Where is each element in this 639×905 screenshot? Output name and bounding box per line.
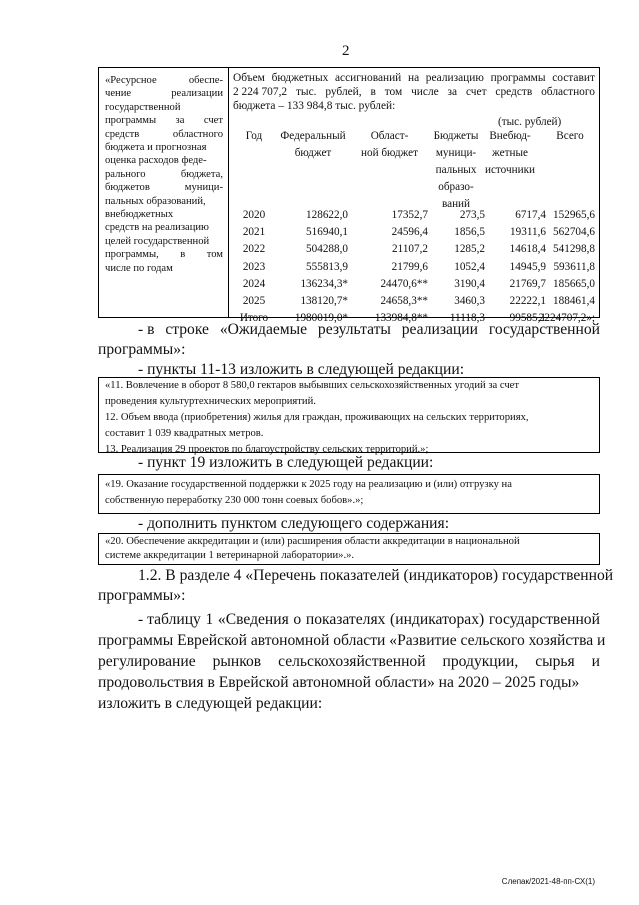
header-year (233, 128, 275, 145)
federal-cell: 516940,1 (306, 226, 348, 239)
year-cell: 2020 (242, 209, 266, 221)
para-word: «Ожидаемые (219, 321, 308, 338)
box-line: системе аккредитации 1 ветеринарной лаборатории».». (105, 550, 355, 561)
regional-cell: 21107,2 (392, 243, 428, 256)
header-extrabudget (482, 128, 538, 179)
resource-label-word: счет (203, 115, 223, 127)
header-total (545, 128, 595, 145)
resource-label-line: средств на реализацию (105, 222, 209, 234)
header-line: Всего (556, 130, 584, 142)
header-regional (351, 128, 428, 162)
resource-label-word: муници- (184, 182, 223, 194)
year-cell: 2024 (242, 277, 266, 290)
resource-label-line: пальных образований, (105, 195, 206, 207)
para-line (138, 610, 600, 630)
extrabudget-cell: 14945,9 (509, 260, 546, 273)
intro-word: числе (411, 86, 439, 98)
para-word: сырья (535, 653, 575, 670)
box-line: собственную переработку 230 000 тонн соевых бобов».»; (105, 495, 364, 506)
total-cell: 541298,8 (553, 243, 595, 256)
federal-cell: 1980019,0* (294, 312, 348, 325)
resource-label-word: том (206, 249, 223, 261)
federal-cell: 504288,0 (306, 243, 348, 256)
resource-label-word: «Ресурсное (105, 75, 157, 86)
header-municipal (428, 128, 484, 213)
para-word: о (293, 611, 302, 628)
extrabudget-cell: 6717,4 (515, 209, 546, 221)
para-line: программы Еврейской автономной области «Развитие сельского хозяйства и (98, 632, 606, 649)
intro-word: ассигнований (334, 72, 402, 84)
resource-label-word: рального (105, 168, 146, 180)
header-line: ваний (441, 198, 471, 210)
box-line: 13. Реализация 29 проектов по благоустройству сельских территорий.»; (105, 444, 429, 455)
para-item-20: - дополнить пунктом следующего содержания: (138, 515, 450, 532)
total-cell: 188461,4 (553, 295, 595, 307)
header-line: пальных (435, 164, 477, 176)
regional-cell: 21799,6 (391, 260, 428, 273)
intro-line (233, 85, 595, 99)
box-item-19 (98, 474, 600, 514)
resource-label-word: средств (105, 128, 140, 140)
intro-word: на (407, 72, 420, 84)
resource-label-word: реализации (171, 88, 223, 100)
para-line: продовольствия в Еврейской автономной области» на 2020 – 2025 годы» (98, 674, 580, 691)
para-word: реализации (401, 321, 478, 338)
resource-label-word: областного (172, 128, 223, 140)
resource-label-line: числе по годам (105, 262, 173, 274)
box-line: 12. Объем ввода (приобретения) жилья для граждан, проживающих на сельских территориях, (105, 412, 529, 423)
total-cell: 593611,8 (553, 260, 595, 273)
year-cell: 2021 (242, 226, 266, 239)
resource-label-line: внебюджетных (105, 209, 174, 220)
para-expected-results (138, 320, 600, 340)
resource-label-line: бюджета и прогнозная (105, 142, 207, 153)
intro-line: бюджета – 133 984,8 тыс. рублей: (233, 100, 396, 112)
year-cell: 2022 (242, 243, 266, 256)
regional-cell: 133984,8** (374, 312, 428, 325)
para-items-11-13: - пункты 11-13 изложить в следующей редакции: (138, 361, 465, 378)
para-word: - в (138, 321, 155, 338)
footer-code: Слепак/2021-48-пп-СХ(1) (501, 877, 595, 886)
header-line: ной бюджет (361, 147, 418, 159)
intro-word: бюджетных (271, 72, 329, 84)
municipal-cell: 1285,2 (454, 243, 485, 256)
regional-cell: 24470,6** (380, 277, 428, 290)
regional-cell: 17352,7 (391, 209, 428, 221)
municipal-cell: 1856,5 (454, 226, 485, 239)
resource-label-word: чение (105, 88, 132, 100)
para-word: продукции, (442, 653, 519, 670)
intro-word: программы (490, 72, 546, 84)
resource-label-word: программы, (105, 249, 159, 261)
resource-label-line (105, 181, 223, 194)
total-cell: 152965,6 (553, 209, 595, 221)
resource-label-word: в (180, 249, 186, 261)
para-section-4: 1.2. В разделе 4 «Перечень показателей (индикаторов) государственной (138, 567, 614, 584)
para-item-19: - пункт 19 изложить в следующей редакции: (138, 454, 434, 471)
year-cell: Итого (239, 312, 269, 325)
extrabudget-cell: 14618,4 (509, 243, 546, 256)
para-word: сельскохозяйственной (278, 653, 426, 670)
para-word: - таблицу (138, 611, 201, 628)
para-line: программы»: (98, 587, 186, 604)
unit-label: (тыс. рублей) (498, 116, 562, 128)
municipal-cell: 273,5 (459, 209, 485, 221)
page-number: 2 (342, 43, 350, 59)
para-line (98, 652, 600, 672)
municipal-cell: 3190,4 (454, 277, 485, 290)
box-line: составит 1 039 квадратных метров. (105, 428, 264, 439)
para-line: программы»: (98, 341, 186, 358)
resource-label-line (105, 74, 223, 87)
resource-label-word: программы (105, 115, 157, 127)
intro-word: том (384, 86, 403, 98)
total-cell: 2224707,2»; (538, 312, 595, 325)
header-line: Бюджеты (433, 130, 479, 142)
header-line: источники (484, 164, 536, 176)
box-line: «11. Вовлечение в оборот 8 580,0 гектаров выбывших сельскохозяйственных угодий за счет (105, 380, 519, 391)
intro-word: средств (495, 86, 533, 98)
intro-word: в (370, 86, 376, 98)
header-line: бюджет (294, 147, 332, 159)
para-line: изложить в следующей редакции: (98, 695, 323, 712)
resource-intro (233, 71, 595, 113)
header-line: Год (245, 130, 263, 142)
intro-word: Объем (233, 72, 265, 84)
para-table-1 (138, 610, 600, 630)
resource-label-word: бюджета, (180, 168, 223, 180)
box-line: «19. Оказание государственной поддержки к 2025 году на реализацию и (или) отгрузку на (105, 479, 512, 490)
federal-cell: 138120,7* (300, 295, 348, 307)
intro-word: за (447, 86, 458, 98)
para-word: и (591, 653, 600, 670)
resource-label-line: государственной (105, 101, 181, 113)
intro-line (233, 71, 595, 85)
para-word: показателях (305, 611, 386, 628)
resource-label-word: за (175, 115, 185, 127)
header-line: муници- (435, 147, 477, 159)
federal-cell: 128622,0 (306, 209, 348, 221)
resource-label-cell (99, 68, 229, 317)
para-word: рынков (212, 653, 262, 670)
intro-word: реализацию (425, 72, 484, 84)
para-word: государственной (488, 321, 600, 338)
intro-word: областного (541, 86, 595, 98)
resource-label-line (105, 87, 223, 100)
total-cell: 185665,0 (553, 277, 595, 290)
resource-label-line (105, 128, 223, 141)
extrabudget-cell: 19311,6 (510, 226, 546, 239)
year-cell: 2023 (242, 260, 266, 273)
regional-cell: 24596,4 (391, 226, 428, 239)
extrabudget-cell: 99585,1 (509, 312, 546, 325)
intro-word: составит (552, 72, 595, 84)
resource-label-word: бюджетов (105, 182, 150, 194)
para-line (138, 320, 600, 340)
municipal-cell: 1052,4 (454, 260, 485, 273)
para-word: «Сведения (217, 611, 289, 628)
para-word: регулирование (98, 653, 196, 670)
box-item-20 (98, 533, 600, 565)
para-word: результаты (317, 321, 391, 338)
resource-table (98, 67, 600, 325)
intro-word: рублей, (325, 86, 362, 98)
resource-label-word: обеспе- (188, 75, 223, 86)
resource-label-line: оценка расходов феде- (105, 155, 207, 167)
year-cell: 2025 (242, 295, 266, 307)
header-line: Федеральный (280, 130, 346, 142)
box-items-11-13 (98, 377, 600, 453)
header-line: Внебюд- (489, 130, 531, 142)
resource-label-line (105, 168, 223, 181)
municipal-cell: 11118,3 (449, 312, 485, 325)
total-cell: 562704,6 (553, 226, 595, 239)
extrabudget-cell: 21769,7 (509, 277, 546, 290)
intro-word: 2 224 707,2 (233, 86, 288, 98)
box-line: «20. Обеспечение аккредитации и (или) расширения области аккредитации в национальной (105, 536, 520, 547)
resource-label-line (105, 114, 223, 127)
extrabudget-cell: 22222,1 (509, 295, 546, 307)
box-line: проведения культуртехнических мероприятий. (105, 396, 316, 407)
para-word: государственной (488, 611, 600, 628)
resource-label-line (105, 248, 223, 261)
header-line: жетные (492, 147, 528, 159)
para-line (98, 652, 600, 672)
federal-cell: 136234,3* (300, 277, 348, 290)
resource-label-line: целей государственной (105, 235, 210, 247)
header-line: образо- (438, 181, 474, 193)
para-word: строке (165, 321, 209, 338)
header-line: Област- (370, 130, 409, 142)
federal-cell: 555813,9 (306, 260, 348, 273)
regional-cell: 24658,3** (380, 295, 428, 307)
municipal-cell: 3460,3 (454, 295, 485, 307)
intro-word: тыс. (295, 86, 317, 98)
para-word: (индикаторах) (390, 611, 485, 628)
intro-word: счет (465, 86, 487, 98)
para-word: 1 (205, 611, 214, 628)
header-federal (277, 128, 349, 162)
